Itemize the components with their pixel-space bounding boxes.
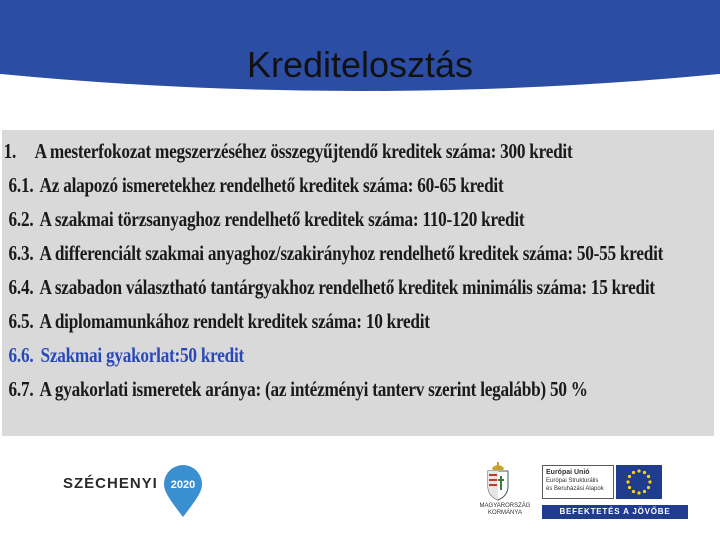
- eu-fund-line2: és Beruházási Alapok: [546, 486, 604, 492]
- list-item: [2, 372, 586, 406]
- list-item-text: A diplomamunkához rendelt kreditek száma: 10 kredit: [39, 309, 430, 333]
- list-item-text: A szakmai törzsanyaghoz rendelhető kreditek száma: 110-120 kredit: [39, 207, 525, 231]
- list-item: [2, 236, 664, 270]
- eu-flag-icon: [616, 465, 662, 499]
- list-item-number: 6.1.: [8, 173, 34, 197]
- hu-government-line1: MAGYARORSZÁG: [479, 503, 531, 509]
- list-item-highlighted: [2, 338, 586, 372]
- szechenyi-pin-icon: [162, 464, 204, 518]
- list-item: [2, 168, 586, 202]
- list-item-number: 6.5.: [8, 309, 34, 333]
- list-item-number: 6.2.: [8, 207, 34, 231]
- page-title: Kreditelosztás: [246, 44, 474, 85]
- szechenyi-year: 2020: [170, 479, 196, 491]
- list-item-text: A mesterfokozat megszerzéséhez összegyűjtendő kreditek száma: 300 kredit: [34, 139, 573, 163]
- list-item-text: Szakmai gyakorlat:50 kredit: [40, 343, 245, 367]
- list-item-text: A szabadon választható tantárgyakhoz rendelhető kreditek minimális száma: 15 kredit: [39, 275, 655, 299]
- eu-fund-line1: Európai Strukturális: [546, 478, 599, 484]
- szechenyi-logo-text: SZÉCHENYI: [63, 475, 158, 492]
- list-item-number: 6.4.: [8, 275, 34, 299]
- list-item-number: 6.6.: [8, 343, 34, 367]
- list-item: [2, 270, 655, 304]
- list-item-number: 1.: [3, 139, 17, 163]
- list-item-text: A differenciált szakmai anyaghoz/szakirányhoz rendelhető kreditek száma: 50-55 kredit: [39, 241, 664, 265]
- list-item: [2, 202, 586, 236]
- hu-government-label: [470, 503, 540, 517]
- list-item-text: A gyakorlati ismeretek aránya: (az intézményi tanterv szerint legalább) 50 %: [39, 377, 588, 401]
- eu-name: Európai Unió: [546, 469, 590, 476]
- credit-list: [2, 130, 714, 436]
- hu-government-line2: KORMÁNYA: [488, 510, 522, 516]
- list-item: [2, 304, 586, 338]
- list-item-text: Az alapozó ismeretekhez rendelhető kreditek száma: 60-65 kredit: [39, 173, 504, 197]
- hungarian-crest-icon: [483, 462, 513, 502]
- eu-slogan-banner: BEFEKTETÉS A JÖVŐBE: [542, 505, 688, 519]
- slide-header: [0, 0, 720, 100]
- list-item-number: 6.3.: [8, 241, 34, 265]
- list-item: [2, 134, 586, 168]
- list-item-number: 6.7.: [8, 377, 34, 401]
- eu-label-box: [542, 465, 614, 499]
